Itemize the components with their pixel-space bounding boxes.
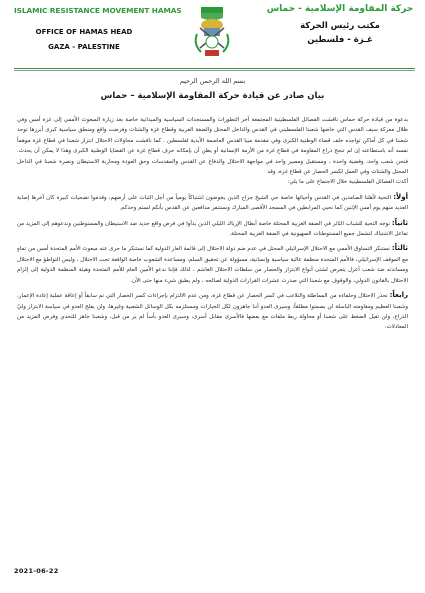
intro-paragraph: بدعوة من قيادة حركة حماس ناقشت الفصائل الفلسطينية المجتمعة آخر التطورات والمستجدات السياسية والميدانية خاصة بعد زيارة المبعوث الأممي إلى غزة أمس وفي ظلال معركة سيف القدس التي خاضها شعبنا الفلسطيني في القدس والداخل المحتل والضفة الغربية وقطاع غزة والشتات وفرضت واقع ومنطق سياسية كبرى أبرزها توحد شعبنا في كل أماكن تواجده خلف قضاء الوطنية الكبرى وفي مقدمة مبيا القدس العاصمة الأبدية لفلسطين . كما ناقشت محاولات الاحتلال ابتزاز شعبنا في قطاع غزة موهماً نفسه أنه باستطاعته إن لم تنجح ذراع المقاومة في قطاع غزة من الأزمة الإنسانية أو يظن أن بإمكانه حرف قطاع غزة عن القضايا الوطنية الكبرى وهذا لا يمكن أن يحدث. فنحن شعب واحد، وقضية واحدة ، ومستقبل ومصير واحد في مواجهة الاحتلال والدفاع عن القدس والمقدسات وحق العودة ومحاربة الاستيطان ونصرة شعبنا في الداخل المحتل والشتات وفي العمل لكسر الحصار عن قطاع غزة، وقد [17,117,408,176]
header-divider [14,68,415,69]
hamas-emblem-icon [187,4,237,60]
org-name-arabic: حركة المقاومة الإسلامية - حماس [266,4,414,14]
point-number: ثانياً: [391,218,408,227]
header-divider-thin [14,70,415,71]
office-name-english: OFFICE OF HAMAS HEAD [35,28,133,36]
point-paragraph [17,218,408,240]
org-name-english: ISLAMIC RESISTANCE MOVEMENT HAMAS [14,6,182,15]
point-number: أولاً: [393,192,408,201]
point-paragraph [17,192,408,214]
point-number: رابعاً: [389,291,408,300]
point-paragraph [17,243,408,286]
point-text: نوجه التحية للشباب الثائر في الضفة الغربية المحتلة خاصة أبطال الإرباك الليلي الذين بدأوا في فرض واقع جديد ضد الاستيطان والمستوطنين وندعوهم إلى المزيد من تفاعل الاشتباك لتشمل جميع المستوطنات الصهيونية في الضفة الغربية المحتلة. [17,220,408,238]
letterhead-arabic [265,4,415,45]
point-number: ثالثاً: [391,244,408,253]
location-english: GAZA - PALESTINE [48,43,120,51]
location-arabic: غـزة - فلسطين [307,35,373,45]
point-text: نحذر الاحتلال وحلفاءه من المماطلة والتلاعب في كسر الحصار عن قطاع غزة، ومن عدم الالتزام بإجراءات كسر الحصار التي تم سابقاً أو إعاقة عملية إعادة الإعمار، وشعبنا العظيم ومقاومته الباسلة لن يصمتوا مطلقاً، وسيرى العدو أننا جاهزون لكل الخيارات ومستلزمه بكل الوسائل الشعبية وغيرها، ولن يفلح العدو في سياسة الابتزاز وليّ الذراع، ولن تفيل الضغط على شعبنا أو محاولة ربط ملفات مع بعضها فالأسرى مقابل أسرى، وسيرى العدو بأساً لم ير من قبل، وشعبنا جاهز للتحدي وفرض المزيد من المعادلات. [17,293,408,331]
office-name-arabic: مكتب رئيس الحركة [300,21,380,31]
statement-date: 2021-06-22 [14,567,59,575]
point-text: نستنكر التساوق الأممي مع الاحتلال الإسرائيلي المحتل في عدم ضم دولة الاحتلال إلى قائمة العار الدولية كما نستنكر ما جرى عنه مبعوث الأمم المتحدة أمس من تماهٍ مع الموقف الإسرائيلي، فالأمم المتحدة منظمة عالية سياسية وإنسانية، مسؤولة عن تحقيق السلم، ومساعدة الشعوب خاصة الواقعة تحت الاحتلال ، وليس التواطؤ مع الاحتلال ومساندته ضد شعب أعزل يتعرض لشتى أنواع الابتزاز والحصار من سلطات الاحتلال الغاشم ، لذلك فإننا ندعو الأمين العام للأمم المتحدة وهيئة المنظمة الدولية إلى إلزام الاحتلال بالقانون الدولي، والوقوف مع شعبنا التي صدرت عشرات القرارات الدولية لصالحه ، ولم يطبق شيء منها حتى الآن. [17,246,408,284]
letterhead-english [14,6,182,51]
point-text: التحية لأهلنا الصامدين في القدس وأحيائها خاصة حي الشيخ جراح الذين يخوضون اشتباكاً يومياً من أجل الثبات على أرضهم، وقدموا تضحيات كبيرة كان آخرها إصابة العديد منهم يوم أمس الإثنين كما نحيي المرابطين في المسجد الأقصى المبارك ونستنفر مدافعين عن القدس بأنكم لستم وحدكم. [17,194,408,212]
point-paragraph [17,290,408,333]
intro-closing: أكدت الفصائل الفلسطينية خلال الاجتماع على ما يلي: [287,179,408,186]
statement-body [17,115,408,333]
statement-title: بيان صادر عن قيادة حركة المقاومة الإسلامية – حماس [100,91,325,101]
basmala: بسم الله الرحمن الرحيم [179,77,246,85]
